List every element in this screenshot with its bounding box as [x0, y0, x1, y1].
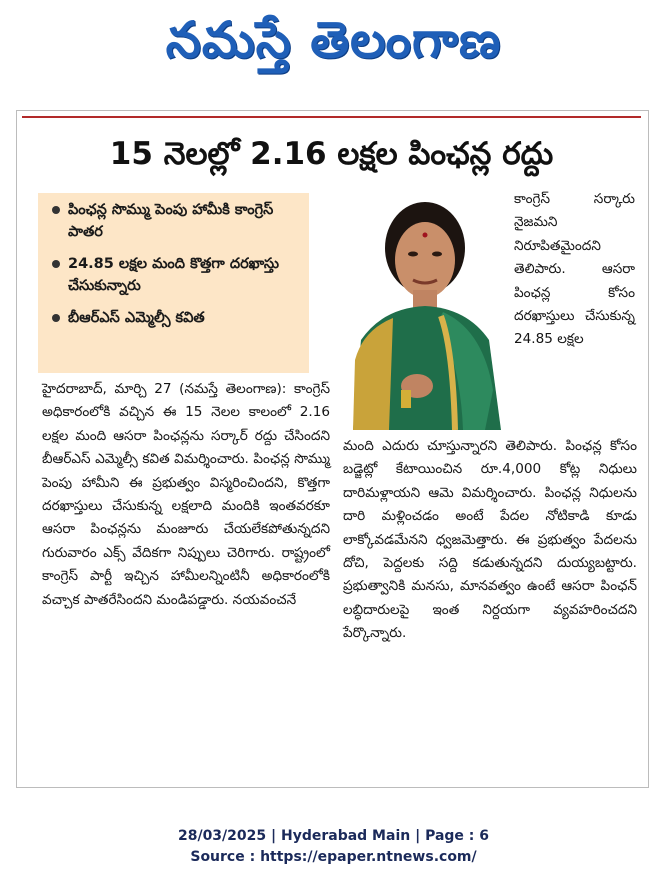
- article-column-right-top: [514, 188, 635, 352]
- bullet-icon: [52, 314, 60, 322]
- highlights-box: [38, 193, 309, 373]
- highlight-text: పింఛన్ల సొమ్ము పెంపు హామీకి కాంగ్రెస్ పాతర: [68, 202, 274, 240]
- highlight-text: 24.85 లక్షల మంది కొత్తగా దరఖాస్తు చేసుకున్నారు: [68, 256, 280, 294]
- masthead: [0, 0, 667, 80]
- highlight-item: [52, 199, 301, 243]
- article-column-right: [343, 435, 637, 646]
- article-headline: 15 నెలల్లో 2.16 లక్షల పింఛన్ల రద్దు: [109, 136, 554, 172]
- edition-info: 28/03/2025 | Hyderabad Main | Page : 6: [177, 828, 490, 844]
- source-link[interactable]: Source : https://epaper.ntnews.com/: [190, 849, 477, 865]
- headline-rule: [22, 116, 641, 118]
- portrait-illustration: [343, 190, 509, 430]
- article-text: కాంగ్రెస్ సర్కారు నైజమని నిరూపితమైందని తెలిపారు. ఆసరా పింఛన్ల కోసం దరఖాస్తులు చేసుకున్న 24.85 లక్షల: [514, 191, 635, 348]
- bullet-icon: [52, 206, 60, 214]
- highlight-item: [52, 307, 301, 329]
- article-column-left: [42, 378, 330, 612]
- article-text: హైదరాబాద్, మార్చి 27 (నమస్తే తెలంగాణ): కాంగ్రెస్ అధికారంలోకి వచ్చిన ఈ 15 నెలల కాలంలో 2.16 లక్షల మంది ఆసరా పింఛన్లను సర్కార్ రద్దు చేసిందని బీఆర్ఎస్ ఎమ్మెల్సీ కవిత విమర్శించారు. పింఛన్ల సొమ్ము పెంపు హామీని ఈ ప్రభుత్వం విస్మరించిందని, కొత్తగా దరఖాస్తులు చేసుకున్న లక్షలాది మందికి ఇంతవరకూ ఆసరా పింఛన్లను మంజూరు చేయలేకపోతున్నదని గురువారం ఎక్స్ వేదికగా నిప్పులు చెరిగారు. రాష్ట్రంలో కాంగ్రెస్ పార్టీ ఇచ్చిన హామీలన్నింటినీ అధికారంలోకి వచ్చాక పాతరేసిందని మండిపడ్డారు. నయవంచనే: [42, 381, 330, 608]
- highlight-item: [52, 253, 301, 297]
- bullet-icon: [52, 260, 60, 268]
- article-text: మంది ఎదురు చూస్తున్నారని తెలిపారు. పింఛన్ల కోసం బడ్జెట్లో కేటాయించిన రూ.4,000 కోట్ల నిధులు దారిమళ్లాయని ఆమె విమర్శించారు. పింఛన్ల నిధులను దారి మళ్లించడం అంటే పేదల నోటికాడి కూడు లాక్కోవడమేనని ధ్వజమెత్తారు. ఈ ప్రభుత్వం పేదలను దోచి, పెద్దలకు సద్ది కడుతున్నదని దుయ్యబట్టారు. ప్రభుత్వానికి మనసు, మానవత్వం ఉంటే ఆసరా పింఛన్ లబ్ధిదారులపై ఇంత నిర్దయగా వ్యవహరించదని పేర్కొన్నారు.: [343, 438, 637, 642]
- highlight-text: బీఆర్ఎస్ ఎమ్మెల్సీ కవిత: [68, 310, 205, 326]
- newspaper-logo: నమస్తే తెలంగాణ: [165, 11, 502, 69]
- page-footer: [0, 826, 667, 868]
- portrait-photo: [343, 190, 509, 430]
